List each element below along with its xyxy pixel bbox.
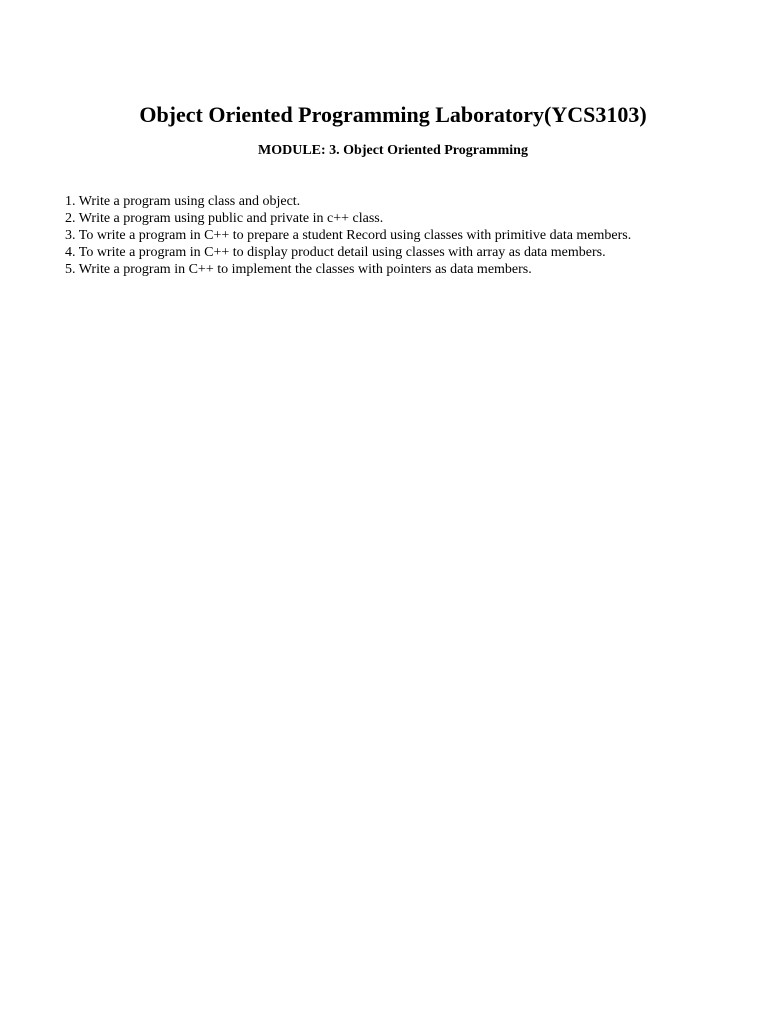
task-item-3: 3. To write a program in C++ to prepare a student Record using classes with primitive data members. [65,228,632,243]
task-item-4: 4. To write a program in C++ to display product detail using classes with array as data members. [65,245,606,260]
task-item-1: 1. Write a program using class and object. [65,194,301,209]
task-list [65,193,755,278]
task-item-2: 2. Write a program using public and private in c++ class. [65,211,384,226]
module-heading: MODULE: 3. Object Oriented Programming [258,143,528,158]
task-item-5: 5. Write a program in C++ to implement the classes with pointers as data members. [65,262,532,277]
document-title: Object Oriented Programming Laboratory(YCS3103) [139,102,647,127]
